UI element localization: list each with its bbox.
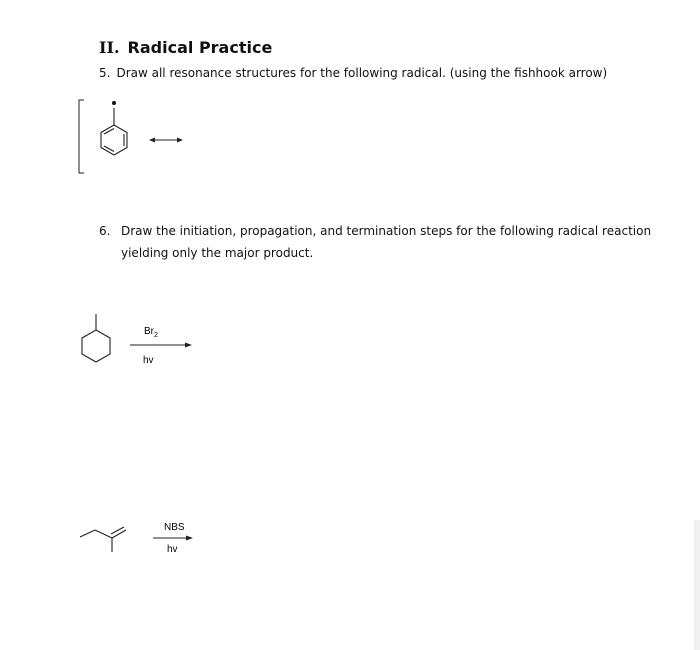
resonance-arrow [149, 138, 183, 143]
methylcyclohexane-structure [82, 314, 110, 362]
benzene-ring [101, 125, 127, 155]
alkene-structure [80, 527, 126, 552]
section-numeral: II. [99, 38, 120, 57]
resonance-bracket [79, 100, 84, 173]
reaction-arrow-2 [153, 536, 193, 541]
question-5-number: 5. [99, 66, 111, 80]
question-5-text: Draw all resonance structures for the following radical. (using the fishhook arrow) [116, 66, 608, 80]
reaction-arrow-1 [130, 343, 192, 348]
question-6-text: Draw the initiation, propagation, and termination steps for the following radical reaction yielding only the major product. [121, 224, 652, 260]
page-edge [694, 520, 700, 650]
question-6-number: 6. [99, 224, 111, 238]
benzyl-radical-structure [101, 101, 127, 155]
section-heading: Radical Practice [127, 38, 273, 57]
radical-dot [112, 101, 116, 105]
reagent-hv-1: hv [143, 355, 154, 366]
reagent-nbs: NBS [164, 522, 185, 533]
reagent-br2: $Br_2$ [144, 326, 158, 339]
reagent-hv-2: hv [167, 544, 178, 555]
